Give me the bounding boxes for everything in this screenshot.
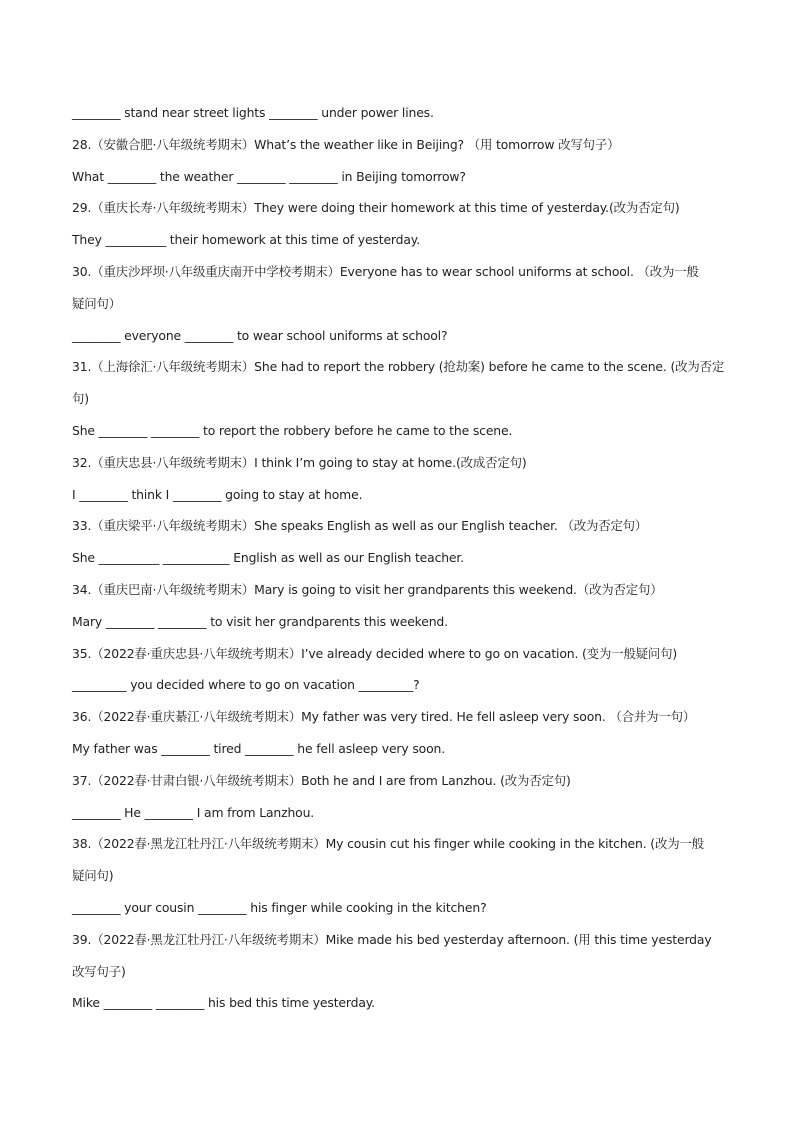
question-38: 38.（2022春·黑龙江牡丹江·八年级统考期末）My cousin cut his finger while cooking in the kitchen. (改为一般 <box>72 836 704 852</box>
question-30: 30.（重庆沙坪坝·八年级重庆南开中学校考期末）Everyone has to wear school uniforms at school. （改为一般 <box>72 263 699 279</box>
question-29: 29.（重庆长寿·八年级统考期末）They were doing their homework at this time of yesterday.(改为否定句) <box>72 200 680 216</box>
question-37: 37.（2022春·甘肃白银·八年级统考期末）Both he and I are from Lanzhou. (改为否定句) <box>72 772 571 788</box>
question-33: 33.（重庆梁平·八年级统考期末）She speaks English as well as our English teacher. （改为否定句） <box>72 518 648 534</box>
question-34: 34.（重庆巴南·八年级统考期末）Mary is going to visit her grandparents this weekend.（改为否定句） <box>72 581 663 597</box>
question-31-continued: 句) <box>72 391 89 407</box>
answer-line: _________ you decided where to go on vacation _________? <box>72 677 420 693</box>
answer-line: ________ stand near street lights ________ under power lines. <box>72 105 434 120</box>
answer-line: Mary ________ ________ to visit her grandparents this weekend. <box>72 613 448 629</box>
answer-line: Mike ________ ________ his bed this time yesterday. <box>72 995 375 1011</box>
question-36: 36.（2022春·重庆綦江·八年级统考期末）My father was very tired. He fell asleep very soon. （合并为一句） <box>72 709 696 725</box>
answer-line: ________ He ________ I am from Lanzhou. <box>72 804 315 820</box>
answer-line: My father was ________ tired ________ he fell asleep very soon. <box>72 740 446 756</box>
question-39-continued: 改写句子) <box>72 963 126 979</box>
question-28: 28.（安徽合肥·八年级统考期末）What’s the weather like in Beijing? （用 tomorrow 改写句子） <box>72 136 620 152</box>
question-39: 39.（2022春·黑龙江牡丹江·八年级统考期末）Mike made his bed yesterday afternoon. (用 this time yesterday <box>72 931 712 947</box>
worksheet-page <box>72 97 724 1019</box>
answer-line: I ________ think I ________ going to stay at home. <box>72 486 363 502</box>
answer-line: They __________ their homework at this time of yesterday. <box>72 232 421 248</box>
answer-line: ________ everyone ________ to wear school uniforms at school? <box>72 327 448 343</box>
answer-line: ________ your cousin ________ his finger while cooking in the kitchen? <box>72 899 487 915</box>
question-31: 31.（上海徐汇·八年级统考期末）She had to report the robbery (抢劫案) before he came to the scene. (改为否定 <box>72 359 725 375</box>
answer-line: What ________ the weather ________ ________ in Beijing tomorrow? <box>72 168 466 184</box>
answer-line: She ________ ________ to report the robbery before he came to the scene. <box>72 422 513 438</box>
answer-line: She __________ ___________ English as well as our English teacher. <box>72 550 464 566</box>
question-38-continued: 疑问句) <box>72 868 114 884</box>
question-32: 32.（重庆忠县·八年级统考期末）I think I’m going to stay at home.(改成否定句) <box>72 454 527 470</box>
question-30-continued: 疑问句） <box>72 295 121 311</box>
question-35: 35.（2022春·重庆忠县·八年级统考期末）I’ve already decided where to go on vacation. (变为一般疑问句) <box>72 645 678 661</box>
